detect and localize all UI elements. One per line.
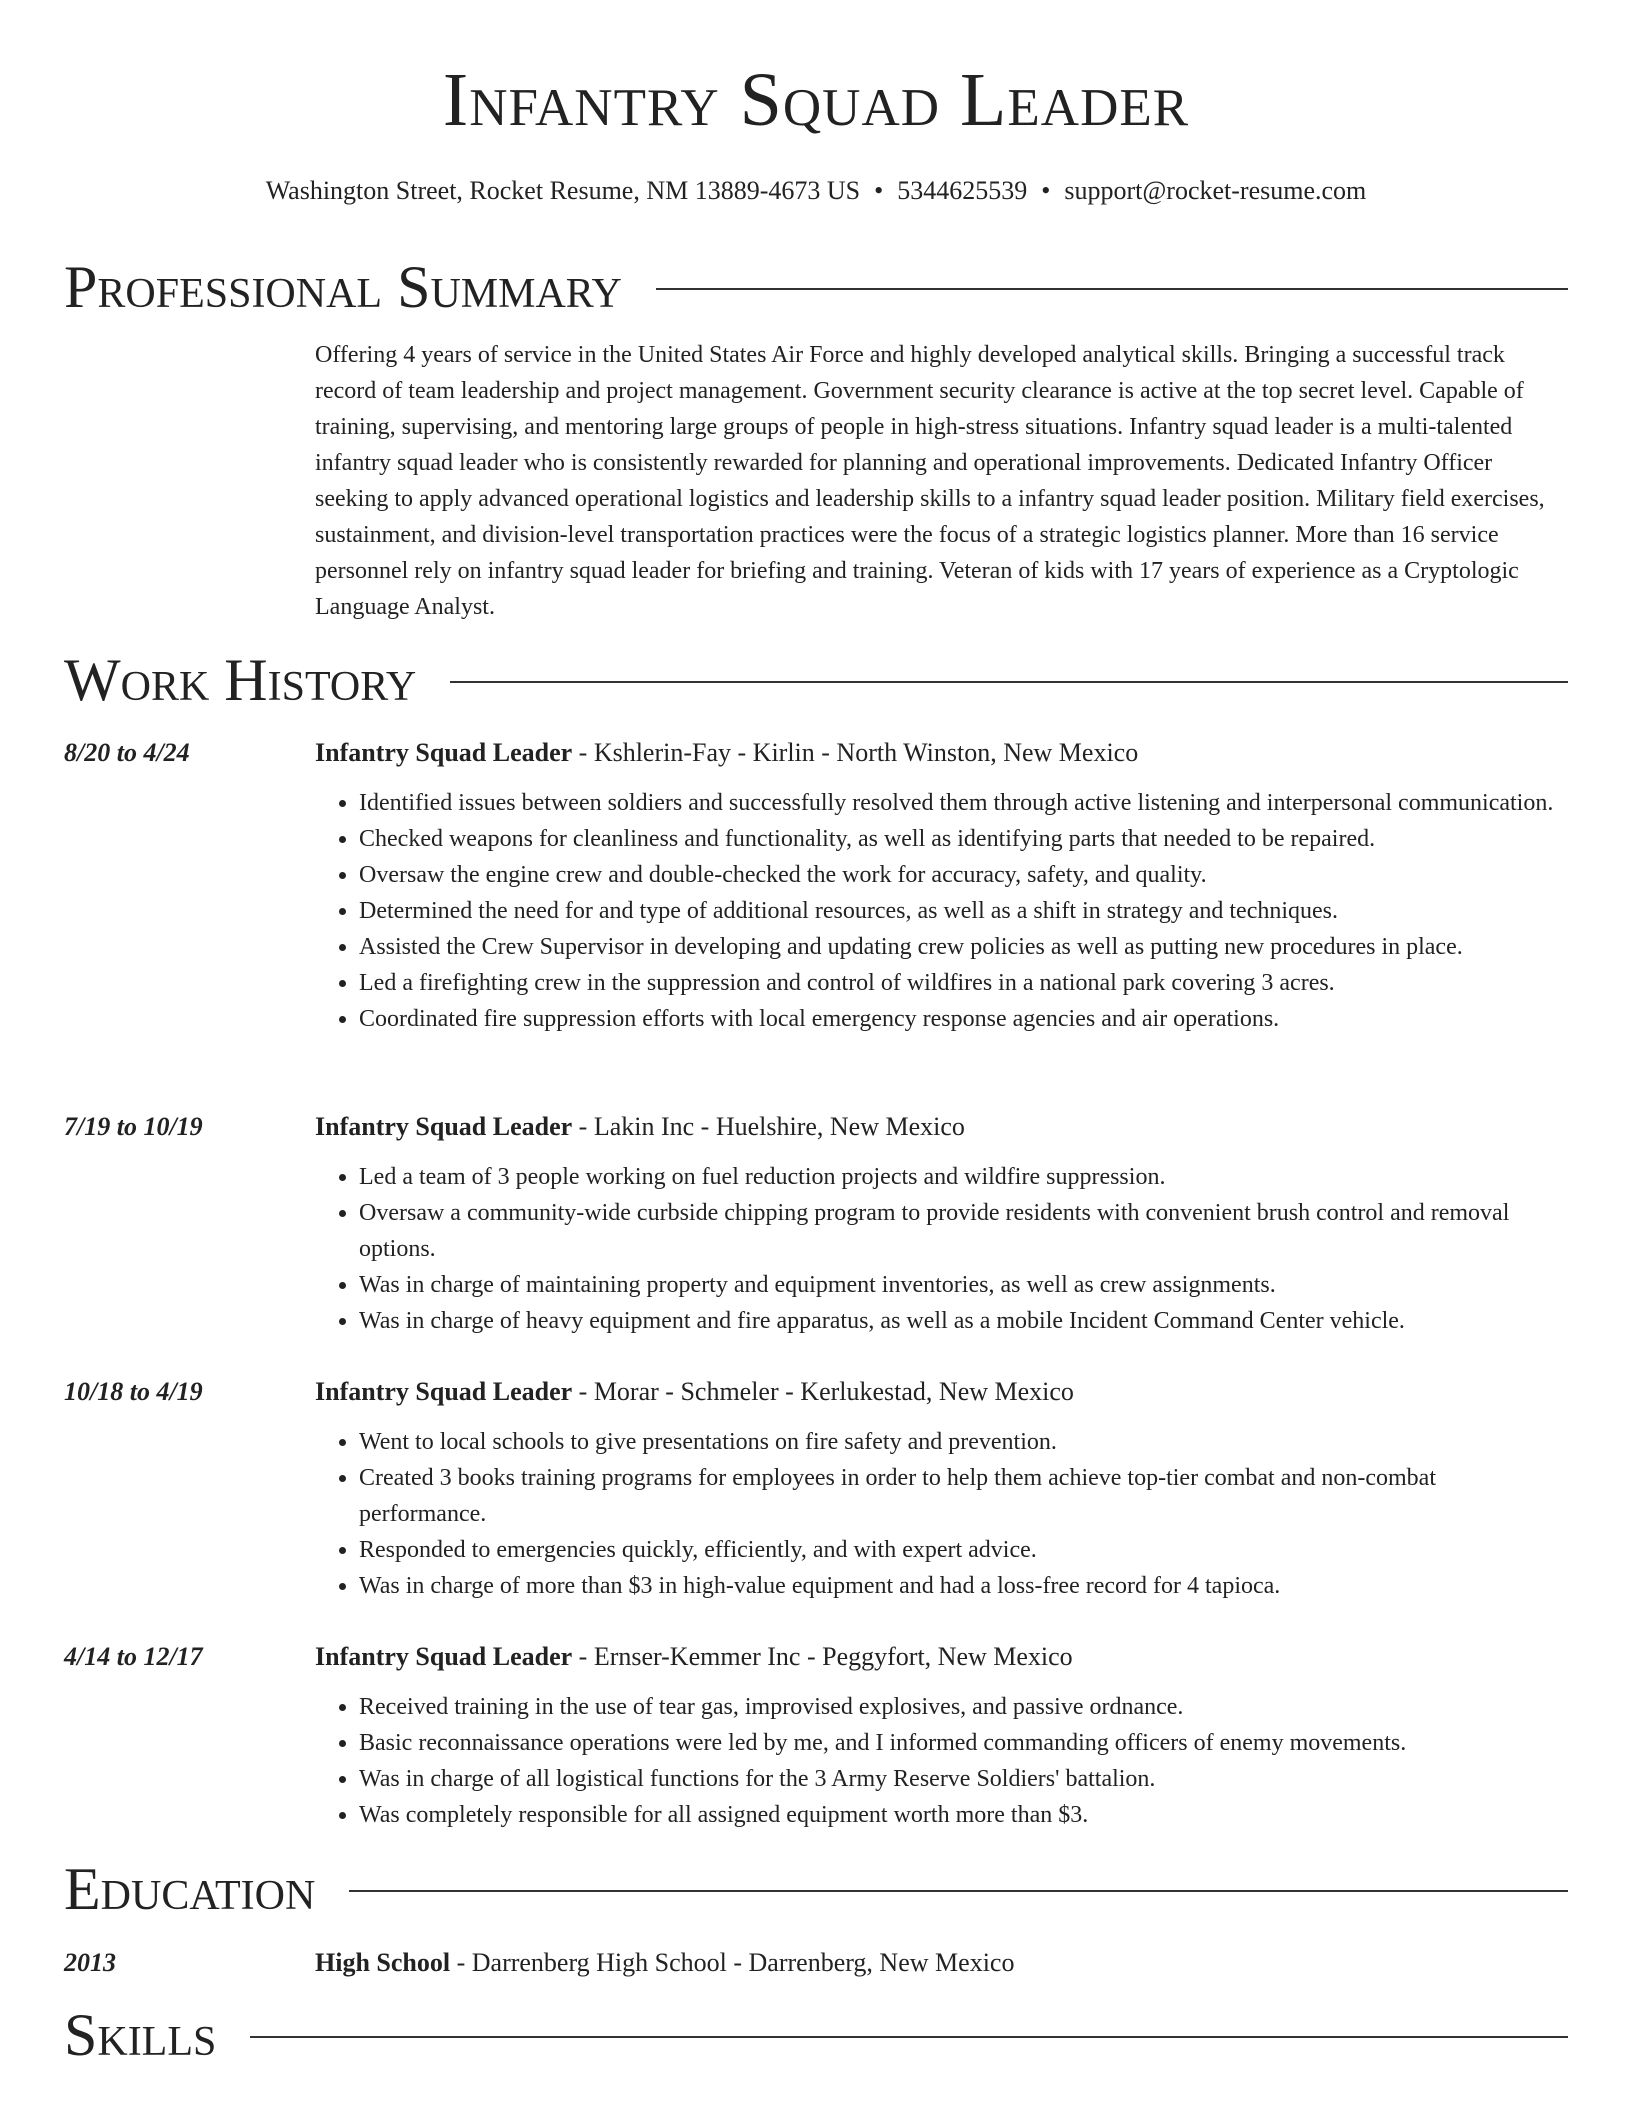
skills-section-header	[64, 2000, 1568, 2070]
job-title: Infantry Squad Leader	[315, 1377, 573, 1406]
job-bullet: • Led a team of 3 people working on fuel reduction projects and wildfire suppression.	[359, 1159, 1568, 1195]
summary-section-header	[64, 252, 1568, 322]
job-title: Infantry Squad Leader	[315, 1112, 573, 1141]
job-title: Infantry Squad Leader	[315, 738, 573, 767]
skills-heading: Skills	[64, 2002, 217, 2068]
job-bullets	[315, 1689, 1568, 1833]
job-employer: - Lakin Inc - Huelshire, New Mexico	[572, 1112, 965, 1141]
job-bullets	[315, 1424, 1568, 1604]
job-bullet: • Basic reconnaissance operations were led by me, and I informed commanding officers of enemy movements.	[359, 1725, 1568, 1761]
job-bullet: • Coordinated fire suppression efforts with local emergency response agencies and air operations.	[359, 1001, 1568, 1037]
job-bullet: • Received training in the use of tear gas, improvised explosives, and passive ordnance.	[359, 1689, 1568, 1725]
contact-phone: 5344625539	[897, 176, 1028, 205]
job-header	[315, 1639, 1568, 1675]
job-bullet: • Oversaw a community-wide curbside chipping program to provide residents with convenient brush control and removal options.	[359, 1195, 1568, 1267]
job-header	[315, 735, 1568, 771]
education-header	[315, 1945, 1568, 1981]
contact-separator: •	[1041, 176, 1051, 205]
contact-separator: •	[874, 176, 884, 205]
job-bullet: • Was in charge of maintaining property and equipment inventories, as well as crew assignments.	[359, 1267, 1568, 1303]
job-dates: 10/18 to 4/19	[64, 1377, 203, 1406]
job-title: Infantry Squad Leader	[315, 1642, 573, 1671]
job-employer: - Ernser-Kemmer Inc - Peggyfort, New Mexico	[572, 1642, 1073, 1671]
work-history-section-header	[64, 645, 1568, 715]
job-bullet: • Led a firefighting crew in the suppression and control of wildfires in a national park covering 3 acres.	[359, 965, 1568, 1001]
job-dates: 4/14 to 12/17	[64, 1642, 203, 1671]
job-employer: - Kshlerin-Fay - Kirlin - North Winston, New Mexico	[572, 738, 1139, 767]
education-degree: High School	[315, 1948, 451, 1977]
job-bullets	[315, 785, 1568, 1037]
job-bullet: • Identified issues between soldiers and successfully resolved them through active listening and interpersonal communication.	[359, 785, 1568, 821]
education-section-header	[64, 1854, 1568, 1924]
job-bullet: • Was in charge of all logistical functions for the 3 Army Reserve Soldiers' battalion.	[359, 1761, 1568, 1797]
job-header	[315, 1109, 1568, 1145]
job-dates: 7/19 to 10/19	[64, 1112, 203, 1141]
job-bullet: • Checked weapons for cleanliness and functionality, as well as identifying parts that needed to be repaired.	[359, 821, 1568, 857]
section-divider	[250, 2036, 1568, 2038]
job-bullet: • Responded to emergencies quickly, efficiently, and with expert advice.	[359, 1532, 1568, 1568]
summary-heading: Professional Summary	[64, 254, 622, 320]
contact-address: Washington Street, Rocket Resume, NM 13889-4673 US	[265, 176, 861, 205]
job-bullets	[315, 1159, 1568, 1339]
job-bullet: • Assisted the Crew Supervisor in developing and updating crew policies as well as putting new procedures in place.	[359, 929, 1568, 965]
job-header	[315, 1374, 1568, 1410]
job-bullet: • Determined the need for and type of additional resources, as well as a shift in strategy and techniques.	[359, 893, 1568, 929]
section-divider	[450, 681, 1568, 683]
section-divider	[349, 1890, 1568, 1892]
contact-email: support@rocket-resume.com	[1064, 176, 1367, 205]
contact-line	[0, 175, 1632, 207]
job-bullet: • Was in charge of more than $3 in high-value equipment and had a loss-free record for 4 tapioca.	[359, 1568, 1568, 1604]
job-bullet: • Went to local schools to give presentations on fire safety and prevention.	[359, 1424, 1568, 1460]
work-history-heading: Work History	[64, 647, 417, 713]
job-employer: - Morar - Schmeler - Kerlukestad, New Mexico	[572, 1377, 1074, 1406]
job-bullet: • Oversaw the engine crew and double-checked the work for accuracy, safety, and quality.	[359, 857, 1568, 893]
education-school: - Darrenberg High School - Darrenberg, New Mexico	[450, 1948, 1015, 1977]
education-heading: Education	[64, 1856, 316, 1922]
job-dates: 8/20 to 4/24	[64, 738, 190, 767]
section-divider	[656, 288, 1568, 290]
education-year: 2013	[64, 1948, 116, 1977]
job-bullet: • Was completely responsible for all assigned equipment worth more than $3.	[359, 1797, 1568, 1833]
summary-text: Offering 4 years of service in the United States Air Force and highly developed analytical skills. Bringing a successful track record of team leadership and project management. Government security clearance is active at the top secret level. Capable of training, supervising, and mentoring large groups of people in high-stress situations. Infantry squad leader is a multi-talented infantry squad leader who is consistently rewarded for planning and operational improvements. Dedicated Infantry Officer seeking to apply advanced operational logistics and leadership skills to a infantry squad leader position. Military field exercises, sustainment, and division-level transportation practices were the focus of a strategic logistics planner. More than 16 service personnel rely on infantry squad leader for briefing and training. Veteran of kids with 17 years of experience as a Cryptologic Language Analyst.	[315, 342, 1545, 620]
resume-name: Infantry Squad Leader	[442, 58, 1190, 142]
job-bullet: • Was in charge of heavy equipment and fire apparatus, as well as a mobile Incident Command Center vehicle.	[359, 1303, 1568, 1339]
job-bullet: • Created 3 books training programs for employees in order to help them achieve top-tier combat and non-combat performance.	[359, 1460, 1568, 1532]
